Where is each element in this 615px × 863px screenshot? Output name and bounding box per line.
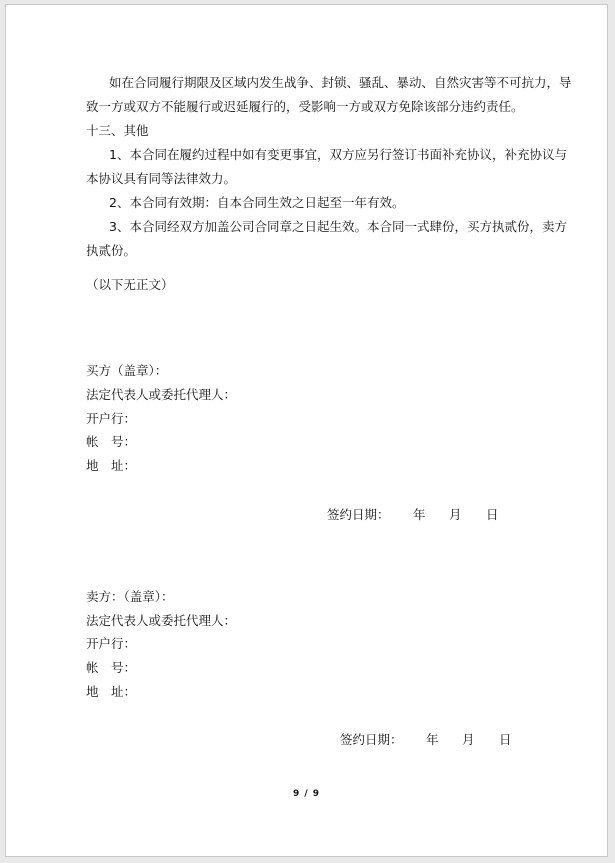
clause-1-line-2: 本协议具有同等法律效力。 bbox=[86, 171, 237, 186]
seller-month-label: 月 bbox=[462, 732, 475, 747]
seller-year-label: 年 bbox=[426, 732, 439, 747]
buyer-month-label: 月 bbox=[449, 507, 462, 522]
seller-address-label: 地 址： bbox=[86, 684, 137, 699]
document-page bbox=[5, 4, 608, 857]
buyer-account-label: 帐 号： bbox=[86, 434, 137, 449]
seller-account-label: 帐 号： bbox=[86, 660, 137, 675]
force-majeure-line-2: 致一方或双方不能履行或迟延履行的，受影响一方或双方免除该部分违约责任。 bbox=[86, 99, 524, 114]
clause-1-line-1: 1、本合同在履约过程中如有变更事宜，双方应另行签订书面补充协议，补充协议与 bbox=[109, 147, 567, 162]
seller-bank-label: 开户行： bbox=[86, 636, 137, 651]
seller-representative-label: 法定代表人或委托代理人： bbox=[86, 613, 237, 628]
buyer-day-label: 日 bbox=[486, 507, 499, 522]
buyer-representative-label: 法定代表人或委托代理人： bbox=[86, 387, 237, 402]
section-13-heading: 十三、其他 bbox=[86, 123, 149, 138]
force-majeure-line-1: 如在合同履行期限及区域内发生战争、封锁、骚乱、暴动、自然灾害等不可抗力，导 bbox=[109, 75, 572, 90]
buyer-party-label: 买方（盖章）： bbox=[86, 363, 168, 378]
clause-3-line-2: 执贰份。 bbox=[86, 243, 137, 258]
page-number: 9 / 9 bbox=[292, 789, 321, 799]
buyer-address-label: 地 址： bbox=[86, 458, 137, 473]
clause-2: 2、本合同有效期：自本合同生效之日起至一年有效。 bbox=[109, 195, 405, 210]
seller-party-label: 卖方：（盖章）： bbox=[86, 589, 174, 604]
seller-day-label: 日 bbox=[499, 732, 512, 747]
no-text-below-note: （以下无正文） bbox=[86, 277, 174, 292]
buyer-year-label: 年 bbox=[413, 507, 426, 522]
clause-3-line-1: 3、本合同经双方加盖公司合同章之日起生效。本合同一式肆份，买方执贰份，卖方 bbox=[109, 219, 567, 234]
seller-date-label: 签约日期： bbox=[340, 732, 403, 747]
buyer-bank-label: 开户行： bbox=[86, 411, 137, 426]
buyer-date-label: 签约日期： bbox=[327, 507, 390, 522]
